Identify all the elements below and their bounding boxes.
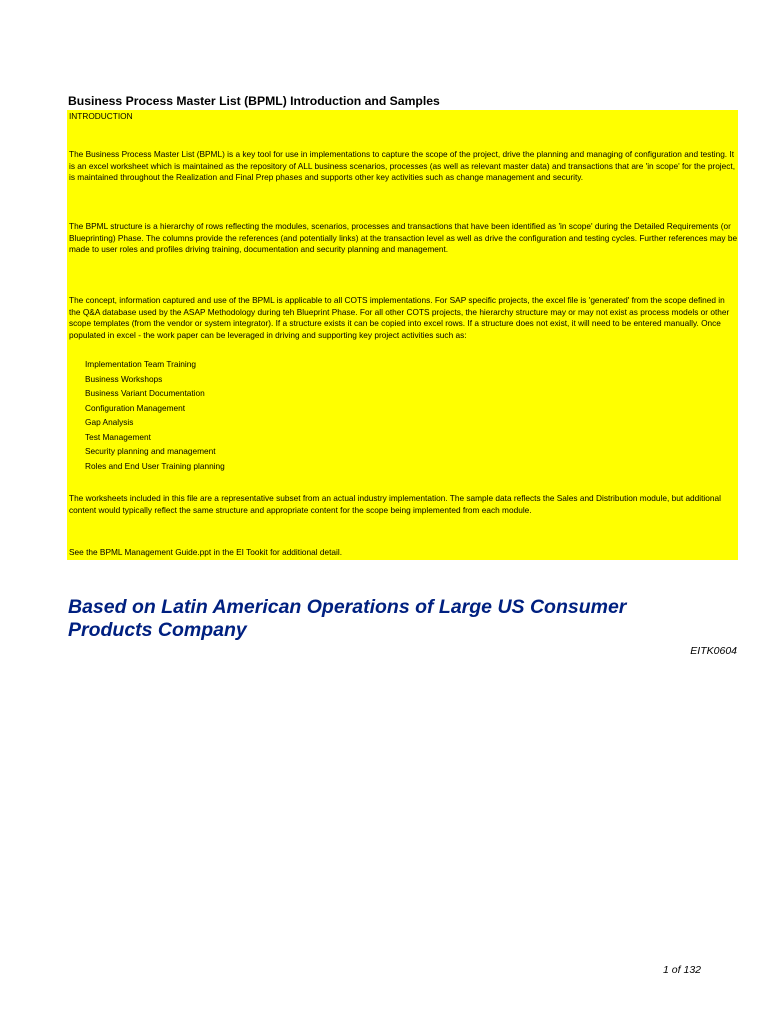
list-item: Business Variant Documentation (85, 388, 205, 398)
document-code: EITK0604 (690, 645, 737, 657)
introduction-box (67, 110, 738, 560)
list-item: Business Workshops (85, 373, 163, 384)
list-item: Implementation Team Training (85, 359, 196, 369)
list-item: Configuration Management (85, 402, 186, 413)
intro-paragraph-2: The BPML structure is a hierarchy of rows reflecting the modules, scenarios, processes and transactions that have been identified as 'in scope' during the Detailed Requirements (or Blueprinting) Phase. The columns provide the references (and potentially links) at the transaction level as well as drive the configuration and testing cycles. Further references may be made to user roles and profiles driving training, documentation and security planning and management. (69, 221, 738, 255)
list-item: Roles and End User Training planning (85, 460, 225, 471)
intro-paragraph-3: The concept, information captured and use of the BPML is applicable to all COTS implementations. For SAP specific projects, the excel file is 'generated' from the scope defined in the Q&A database used by the ASAP Methodology during teh Blueprint Phase. For all other COTS projects, the hierarchy structure may or may not exist as process models or other scope templates (from the vendor or system integrator). If a structure exists it can be copied into excel rows. If a structure does not exist, it will need to be entered manually. Once populated in excel - the work paper can be leveraged in driving and supporting key project activities such as: (69, 295, 730, 340)
intro-paragraph-1: The Business Process Master List (BPML) is a key tool for use in implementations to capture the scope of the project, drive the planning and managing of configuration and testing. It is an excel worksheet which is maintained as the repository of ALL business scenarios, processes (as well as relevant master data) and transactions that are 'in scope' for the project, is maintained throughout the Realization and Final Prep phases and supports other key activities such as change management and security. (69, 149, 736, 183)
subtitle: Based on Latin American Operations of Large US Consumer Products Company (68, 596, 627, 641)
list-item: Test Management (85, 431, 151, 442)
intro-paragraph-4: The worksheets included in this file are a representative subset from an actual industry implementation. The sample data reflects the Sales and Distribution module, but additional content would typically reflect the same structure and appropriate content for the scope being implemented from each module. (69, 493, 721, 515)
introduction-label: INTRODUCTION (69, 111, 133, 121)
intro-paragraph-5: See the BPML Management Guide.ppt in the EI Tookit for additional detail. (69, 547, 343, 557)
activities-list (85, 357, 225, 473)
list-item: Gap Analysis (85, 417, 134, 427)
page-number: 1 of 132 (663, 964, 701, 976)
list-item: Security planning and management (85, 446, 216, 456)
page-title: Business Process Master List (BPML) Introduction and Samples (68, 94, 440, 108)
